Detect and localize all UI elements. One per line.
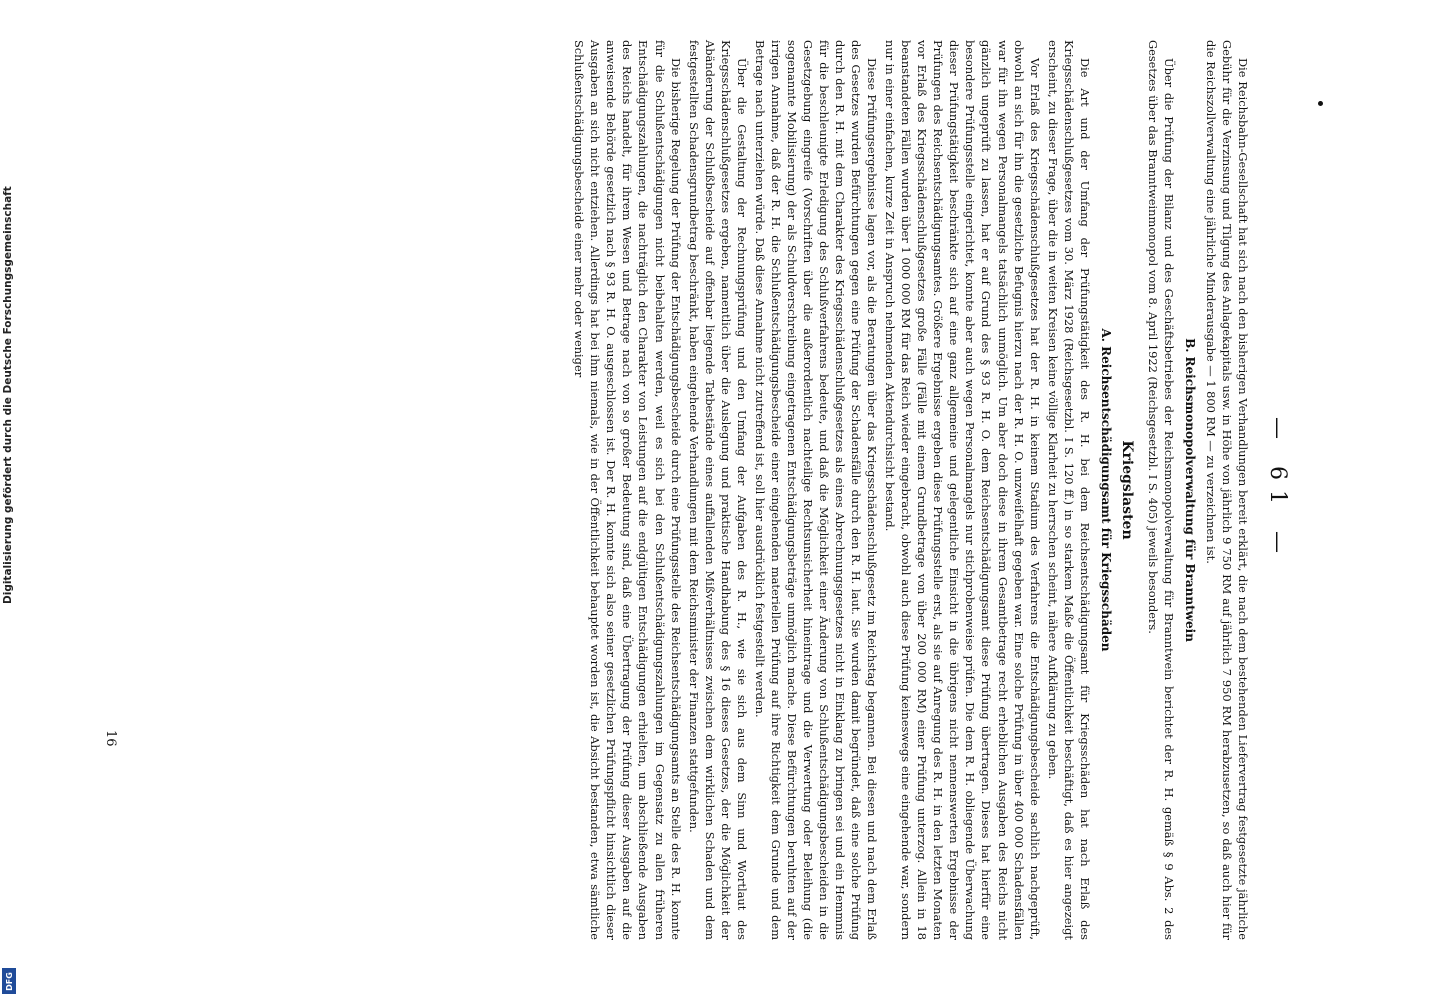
paragraph-2: Vor Erlaß des Kriegsschädenschlußgesetzes hat der R. H. in keinem Stadium des Verfahrens die Entschädigungsbescheide sachlich nachgeprüft, obwohl an sich für ihn die gesetzliche Befugnis hierzu nach der R. H. O. unzweifelhaft gegeben war. Eine solche Prüfung in über 400 000 Schadensfällen war für ihn wegen Personalmangels tatsächlich unmöglich. Um aber doch diese in ihrem Gesamtbetrage recht erheblichen Ausgaben des Reichs nicht gänzlich ungeprüft zu lassen, hat er auf Grund des § 93 R. H. O. dem Reichsentschädigungsamt diese Prüfung übertragen. Dieses hat hierfür eine besondere Prüfungsstelle eingerichtet, konnte aber auch wegen Personalmangels nur stichprobenweise prüfen. Die dem R. H. obliegende Überwachung dieser Prüfungstätigkeit beschränkte sich auf eine ganz allgemeine und gelegentliche Einsicht in die übrigens nicht nennenswerten Ergebnisse der Prüfungen des Reichsentschädigungsamtes. Größere Ergebnisse ergeben diese Prüfungsstelle erst, als sie auf Anregung des R. H. in den letzten Monaten vor Erlaß des Kriegsschädenschlußgesetzes große Fälle (Fälle mit einem Grundbetrage von über 200 000 RM) einer Prüfung unterzog. Allein in 18 beanstandeten Fällen wurden über 1 000 000 RM für das Reich wieder eingebracht, obwohl auch diese Prüfung keineswegs eine eingehende war, sondern nur in einer einfachen, kurze Zeit in Anspruch nehmenden Aktendurchsicht bestand. bbox=[883, 40, 1042, 940]
section-b-title: B. Reichsmonopolverwaltung für Branntwein bbox=[1182, 338, 1197, 642]
dfg-logo-text: DFG bbox=[4, 971, 14, 991]
rotated-text-block bbox=[120, 40, 1290, 940]
intro-paragraph: Die Reichsbahn-Gesellschaft hat sich nach den bisherigen Verhandlungen bereit erklärt, die nach dem bestehenden Liefervertrag festgesetzte jährliche Gebühr für die Verzinsung und Tilgung des Anlagekapitals usw. in Höhe von jährlich 9 750 RM auf jährlich 7 950 RM herabzusetzen, so daß auch hier für die Reichszollverwaltung eine jährliche Minderausgabe — 1 800 RM — zu verzeichnen ist. bbox=[1203, 40, 1250, 940]
paragraph-1: Die Art und der Umfang der Prüfungstätigkeit des R. H. bei dem Reichsentschädigungsamt für Kriegsschäden hat nach Erlaß des Kriegsschädenschlußgesetzes vom 30. März 1928 (Reichsgesetzbl. I S. 120 ff.) in so starkem Maße die Öffentlichkeit beschäftigt, daß es hier angezeigt erscheint, zu dieser Frage, über die in weiten Kreisen keine völlige Klarheit zu herrschen scheint, nähere Aufklärung zu geben. bbox=[1045, 40, 1092, 940]
folio-number: 16 bbox=[103, 730, 118, 747]
page-number: — 61 — bbox=[1265, 417, 1290, 563]
paragraph-3: Diese Prüfungsergebnisse lagen vor, als die Beratungen über das Kriegsschädenschlußgesetz im Reichstag begannen. Bei diesen und nach dem Erlaß des Gesetzes wurden Befürchtungen gegen eine Prüfung der Schadensfälle durch den R. H. laut. Sie wurden damit begründet, daß eine solche Prüfung durch den R. H. mit dem Charakter des Kriegsschädenschlußgesetzes als eines Abrechnungsgesetzes nicht in Einklang zu bringen sei und ein Hemmnis für die beschleunigte Erledigung des Schlußverfahrens bedeute, und daß die Möglichkeit einer Änderung von Schlußentschädigungsbescheiden in die Gesetzgebung eingreife (Vorschriften über die außerordentlich nachteilige Rechtsunsicherheit hineintrage und die Verwertung oder Beleihung (die sogenannte Mobilisierung) der als Schuldverschreibung eingetragenen Entschädigungsbeträge unmöglich mache. Diese Befürchtungen beruhten auf der irrigen Annahme, daß der R. H. die Schlußentschädigungsbescheide einer eingehenden materiellen Prüfung auf ihre Richtigkeit dem Grunde und dem Betrage nach unterziehen würde. Daß diese Annahme nicht zutreffend ist, soll hier ausdrücklich festgestellt werden. bbox=[752, 40, 880, 940]
dfg-logo bbox=[2, 968, 16, 994]
main-title: Kriegslasten bbox=[1118, 440, 1135, 540]
paragraph-4: Über die Gestaltung der Rechnungsprüfung und den Umfang der Aufgaben des R. H., wie sie sich aus dem Sinn und Wortlaut des Kriegsschädenschlußgesetzes ergeben, namentlich über die Auslegung und praktische Handhabung des § 16 dieses Gesetzes, der die Möglichkeit der Abänderung der Schlußbescheide auf offenbar liegende Tatbestände eines auffallenden Mißverhältnisses zwischen dem wirklichen Schaden und dem festgestellten Schadensgrundbetrag beschränkt, haben eingehende Verhandlungen mit dem Reichsminister der Finanzen stattgefunden. bbox=[686, 40, 749, 940]
section-b-text: Über die Prüfung der Bilanz und des Geschäftsbetriebes der Reichsmonopolverwaltung für Branntwein berichtet der R. H. gemäß § 9 Abs. 2 des Gesetzes über das Branntweinmonopol vom 8. April 1922 (Reichsgesetzbl. I S. 405) jeweils besonders. bbox=[1145, 40, 1176, 940]
ink-dot bbox=[1318, 101, 1323, 106]
section-a-title: A. Reichsentschädigungsamt für Kriegsschäden bbox=[1098, 328, 1113, 652]
digitization-credit: Digitalisierung gefördert durch die Deutsche Forschungsgemeinschaft bbox=[2, 186, 14, 604]
paragraph-5: Die bisherige Regelung der Prüfung der Entschädigungsbescheide durch eine Prüfungsstelle des Reichsentschädigungsamts an Stelle des R. H. konnte für die Schlußentschädigungen nicht beibehalten werden, weil es sich bei den Schlußentschädigungszahlungen im Gegensatz zu allen früheren Entschädigungszahlungen, die nachträglich den Charakter von Leistungen auf die endgültigen Entschädigungen erhielten, um abschließende Ausgaben des Reichs handelt, für ihrem Wesen und Betrage nach von so großer Bedeutung sind, daß eine Übertragung der Prüfung dieser Ausgaben auf die anweisende Behörde gesetzlich nach § 93 R. H. O. ausgeschlossen ist. Der R. H. konnte sich also seiner gesetzlichen Prüfungspflicht hinsichtlich dieser Ausgaben an sich nicht entziehen. Allerdings hat bei ihm niemals, wie in der Öffentlichkeit behauptet worden ist, die Absicht bestanden, etwa sämtliche Schlußentschädigungsbescheide einer mehr oder weniger bbox=[572, 40, 683, 940]
